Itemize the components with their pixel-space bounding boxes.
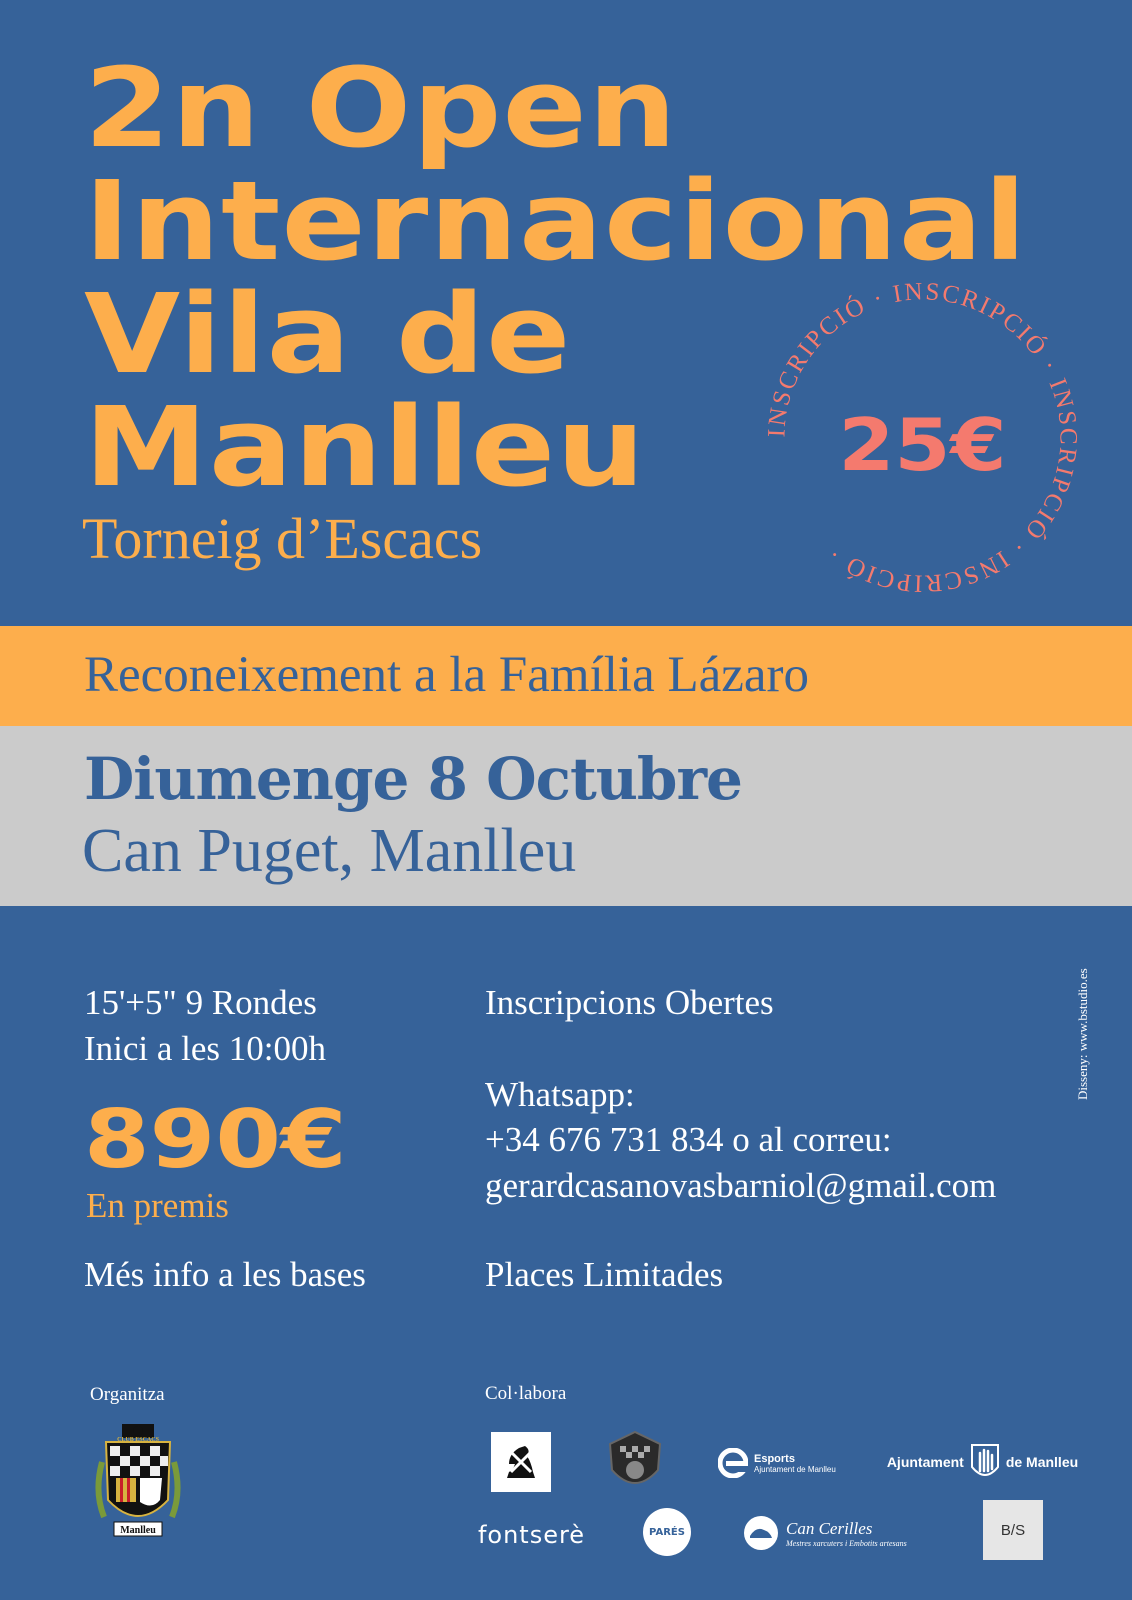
event-subtitle: Torneig d’Escacs [82,506,483,571]
organizer-label: Organitza [90,1384,165,1405]
start-time: Inici a les 10:00h [84,1029,327,1068]
design-credit [1075,940,1091,1100]
fontsere-text: fontserè [477,1521,586,1549]
esports-e-icon [718,1448,748,1478]
knight-icon [497,1438,545,1486]
phone-line: +34 676 731 834 o al correu: [485,1120,892,1159]
title-line-3: Vila de [84,270,572,398]
recognition-text: Reconeixement a la Família Lázaro [84,647,810,703]
bstudio-logo [983,1500,1043,1560]
title-line-1: 2n Open [84,44,678,172]
club-escacs-logo [92,1422,184,1558]
badge-price: 25€ [838,404,1007,488]
cerilles-emblem-icon [742,1514,780,1552]
ajuntament-right-text: de Manlleu [1005,1454,1079,1470]
shield-icon [602,1426,668,1496]
can-cerilles-text: Can Cerilles [786,1518,873,1538]
email-address: gerardcasanovasbarniol@gmail.com [485,1166,997,1205]
can-cerilles-logo [742,1512,957,1554]
prize-label: En premis [86,1186,229,1225]
pares-text: PARÉS [649,1526,685,1538]
recognition-banner [0,626,1132,726]
ajuntament-left-text: Ajuntament [886,1454,964,1470]
chess-club-logo [491,1432,551,1492]
time-control: 15'+5" 9 Rondes [84,983,317,1022]
event-location: Can Puget, Manlleu [82,817,577,885]
more-info: Més info a les bases [84,1255,366,1294]
esports-title: Esports [754,1452,795,1465]
ajuntament-logo [885,1442,1080,1482]
registration-badge [760,275,1085,600]
collaborators-label: Col·labora [485,1383,567,1404]
hand-shield-icon [968,1441,1002,1483]
design-credit-text: Disseny: www.bstudio.es [1075,968,1090,1100]
esports-logo [718,1448,848,1478]
title-line-4: Manlleu [84,383,646,511]
shield-club-logo [600,1426,670,1496]
registration-status: Inscripcions Obertes [485,983,774,1022]
prize-amount: 890€ [84,1093,347,1186]
whatsapp-label: Whatsapp: [485,1075,635,1114]
places-limited: Places Limitades [485,1255,724,1294]
can-cerilles-sub: Mestres xarcuters i Embotits artesans [786,1538,907,1548]
title-line-2: Internacional [84,157,1028,285]
event-date: Diumenge 8 Octubre [84,745,742,813]
pares-logo [643,1508,691,1556]
organizer-logo-club: CLUB ESCACS [117,1437,159,1443]
organizer-logo-name: Manlleu [120,1525,156,1536]
badge-ring-text: INSCRIPCIÓ · INSCRIPCIÓ · INSCRIPCIÓ · INSCRIPCIÓ · [763,278,1082,597]
bstudio-text: B/S [1000,1521,1026,1539]
esports-sub: Ajuntament de Manlleu [754,1464,836,1474]
fontsere-logo [477,1515,586,1555]
